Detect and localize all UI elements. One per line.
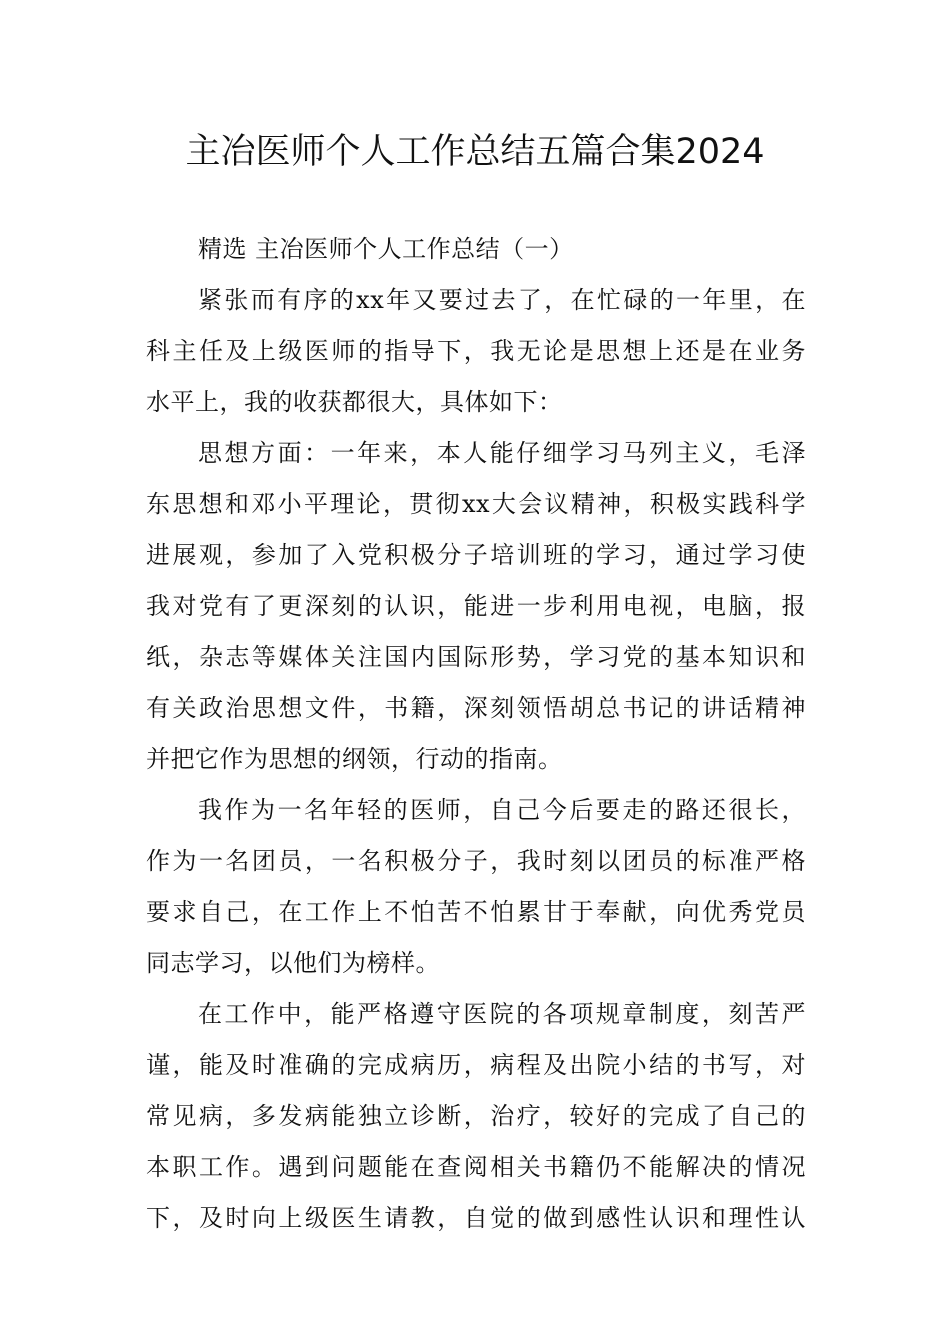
- body-line: 谨，能及时准确的完成病历，病程及出院小结的书写，对: [146, 1051, 806, 1079]
- body-line: 作为一名团员，一名积极分子，我时刻以团员的标准严格: [146, 847, 806, 875]
- body-line: 水平上，我的收获都很大，具体如下：: [146, 388, 563, 416]
- body-line: 纸，杂志等媒体关注国内国际形势，学习党的基本知识和: [146, 643, 806, 671]
- body-line: 思想方面：一年来，本人能仔细学习马列主义，毛泽: [198, 439, 806, 467]
- body-line: 进展观，参加了入党积极分子培训班的学习，通过学习使: [146, 541, 806, 569]
- document-title: 主冶医师个人工作总结五篇合集2024: [185, 132, 765, 172]
- body-line: 在工作中，能严格遵守医院的各项规章制度，刻苦严: [198, 1000, 806, 1028]
- body-line: 常见病，多发病能独立诊断，治疗，较好的完成了自己的: [146, 1102, 806, 1130]
- body-line: 同志学习，以他们为榜样。: [146, 949, 440, 977]
- body-line: 要求自己，在工作上不怕苦不怕累甘于奉献，向优秀党员: [146, 898, 806, 926]
- document-body: [146, 229, 806, 1249]
- body-line: 精选 主冶医师个人工作总结（一）: [198, 235, 574, 263]
- body-line: 下，及时向上级医生请教，自觉的做到感性认识和理性认: [146, 1204, 806, 1232]
- body-line: 并把它作为思想的纲领，行动的指南。: [146, 745, 563, 773]
- body-line: 我作为一名年轻的医师，自己今后要走的路还很长，: [198, 796, 806, 824]
- body-line: 东思想和邓小平理论，贯彻xx大会议精神，积极实践科学: [146, 490, 806, 518]
- body-line: 科主任及上级医师的指导下，我无论是思想上还是在业务: [146, 337, 806, 365]
- body-line: 本职工作。遇到问题能在查阅相关书籍仍不能解决的情况: [146, 1153, 806, 1181]
- body-line: 紧张而有序的xx年又要过去了，在忙碌的一年里，在: [198, 286, 806, 314]
- body-line: 我对党有了更深刻的认识，能进一步利用电视，电脑，报: [146, 592, 806, 620]
- body-line: 有关政治思想文件，书籍，深刻领悟胡总书记的讲话精神: [146, 694, 806, 722]
